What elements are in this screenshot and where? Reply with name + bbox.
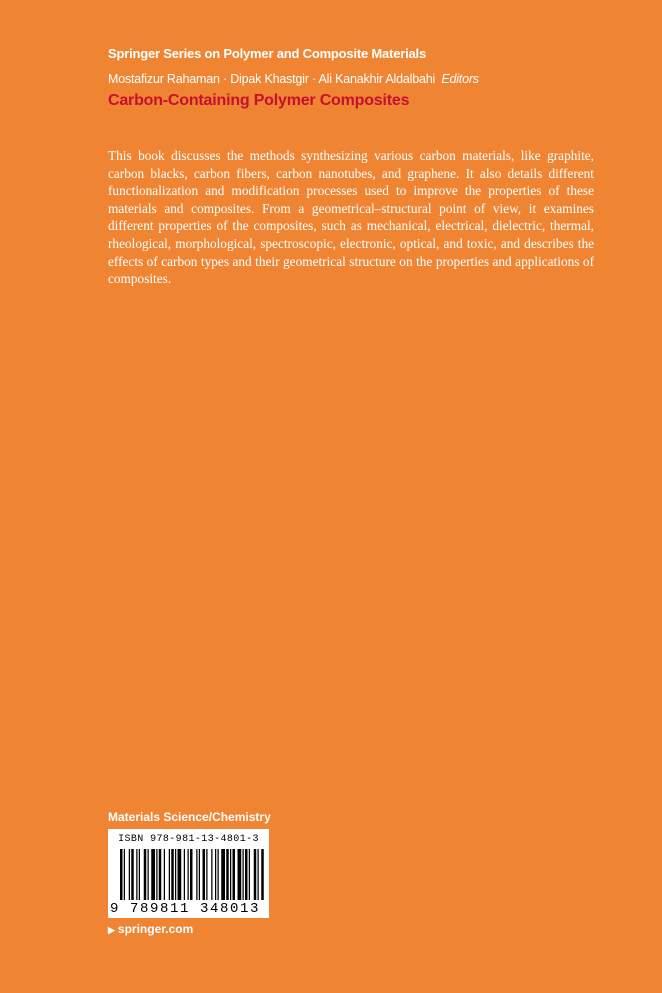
publisher-website[interactable] <box>108 922 193 936</box>
book-title: Carbon-Containing Polymer Composites <box>108 92 410 109</box>
editors-line <box>108 72 479 86</box>
barcode-digits: 9 789811 348013 <box>110 901 261 917</box>
book-description: This book discusses the methods synthesizing various carbon materials, like graphite, carbon blacks, carbon fibers, carbon nanotubes, and graphene. It also details different functionalization and modification processes used to improve the properties of these materials and composites. From a geometrical–structural point of view, it examines different properties of the composites, such as mechanical, electrical, dielectric, thermal, rheological, morphological, spectroscopic, electronic, optical, and toxic, and describes the effects of carbon types and their geometrical structure on the properties and applications of composites. <box>108 148 594 287</box>
editors-role: Editors <box>441 72 479 86</box>
subject-category: Materials Science/Chemistry <box>108 810 271 824</box>
isbn-label: ISBN 978-981-13-4801-3 <box>118 834 259 845</box>
series-name: Springer Series on Polymer and Composite Materials <box>108 46 426 61</box>
isbn-barcode <box>108 829 269 918</box>
website-label: springer.com <box>117 922 194 936</box>
arrow-right-icon: ▶ <box>108 925 115 935</box>
editor-names: Mostafizur Rahaman · Dipak Khastgir · Ali Kanakhir Aldalbahi <box>108 72 436 86</box>
